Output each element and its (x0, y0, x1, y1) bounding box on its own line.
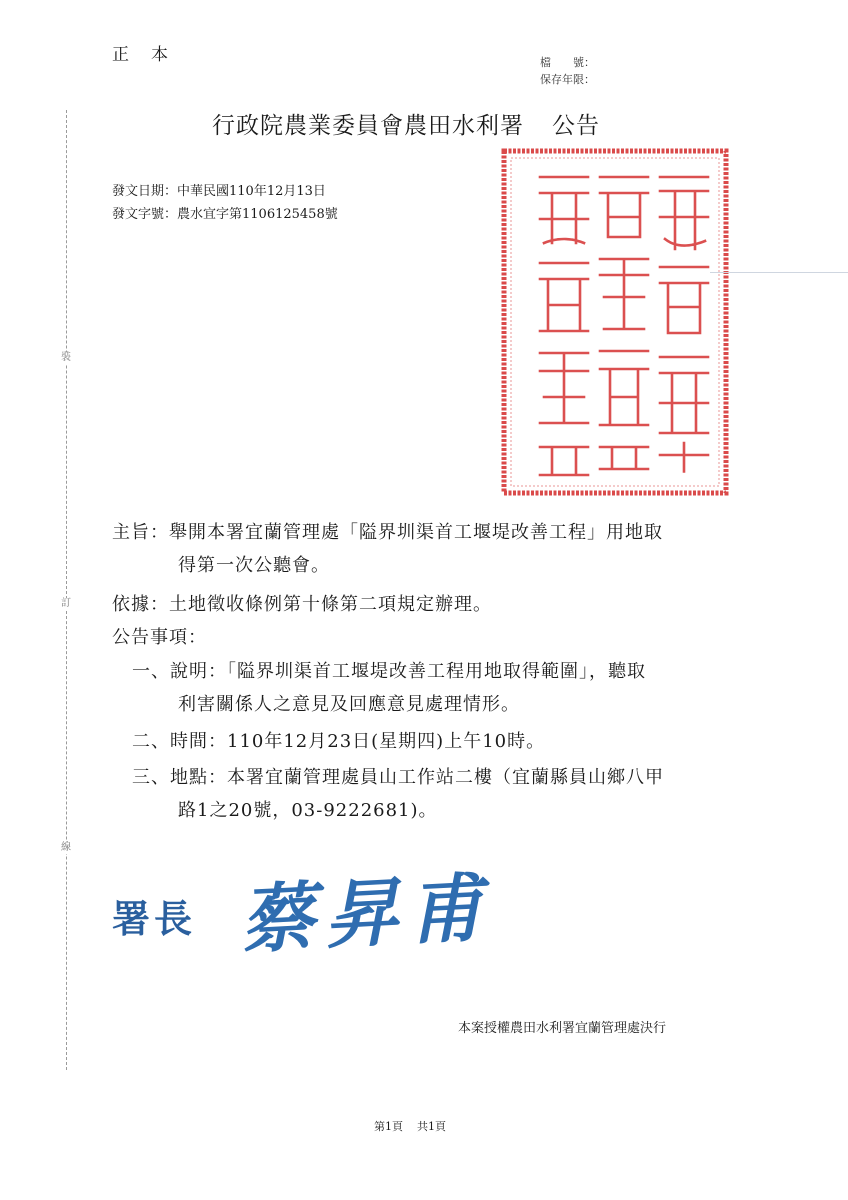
subject-line-2: 得第一次公聽會。 (178, 555, 330, 576)
page-current: 第1頁 (374, 1120, 403, 1133)
issue-date (112, 180, 326, 199)
retention-period-label: 保存年限： (540, 73, 595, 86)
item-3-line-1: 三、地點：本署宜蘭管理處員山工作站二樓（宜蘭縣員山鄉八甲 (132, 767, 664, 788)
document-type: 公告 (552, 113, 600, 139)
subject-label: 主旨： (112, 522, 169, 543)
binding-char-xian: 線 (61, 842, 71, 853)
subject-text-1: 舉開本署宜蘭管理處「隘界圳渠首工堰堤改善工程」用地取 (169, 522, 663, 543)
item-3-line-2: 路1之20號，03-9222681)。 (178, 800, 438, 821)
binding-char-zhuang: 裝 (61, 352, 71, 363)
issue-date-label: 發文日期： (112, 184, 178, 199)
page-number (374, 1118, 446, 1134)
announcement-items-heading: 公告事項： (112, 627, 207, 648)
scan-artifact-line (710, 272, 848, 273)
item-2-line-1: 二、時間：110年12月23日(星期四)上午10時。 (132, 731, 546, 752)
document-title (212, 107, 600, 140)
item-1-line-1: 一、說明：「隘界圳渠首工堰堤改善工程用地取得範圍」，聽取 (132, 661, 646, 682)
signatory-title: 署長 (112, 896, 197, 941)
subject-line-1 (112, 518, 663, 544)
document-reference (112, 203, 338, 222)
page-total: 共1頁 (417, 1120, 446, 1133)
document-reference-label: 發文字號： (112, 207, 178, 222)
item-1-line-2: 利害關係人之意見及回應意見處理情形。 (178, 694, 520, 715)
signatory-name-stamp: 蔡昇甫 (238, 864, 495, 964)
delegation-note: 本案授權農田水利署宜蘭管理處決行 (458, 1021, 667, 1036)
file-number-label: 檔 號： (540, 56, 595, 69)
document-reference-value: 農水宜字第1106125458號 (177, 207, 338, 222)
basis-line (112, 590, 492, 616)
copy-mark: 正本 (112, 45, 190, 65)
issuing-organization: 行政院農業委員會農田水利署 (212, 113, 524, 139)
official-seal (500, 147, 730, 497)
binding-margin-line (66, 110, 67, 1070)
basis-text: 土地徵收條例第十條第二項規定辦理。 (169, 594, 492, 615)
binding-char-ding: 訂 (61, 598, 71, 609)
issue-date-value: 中華民國110年12月13日 (177, 184, 326, 199)
basis-label: 依據： (112, 594, 169, 615)
